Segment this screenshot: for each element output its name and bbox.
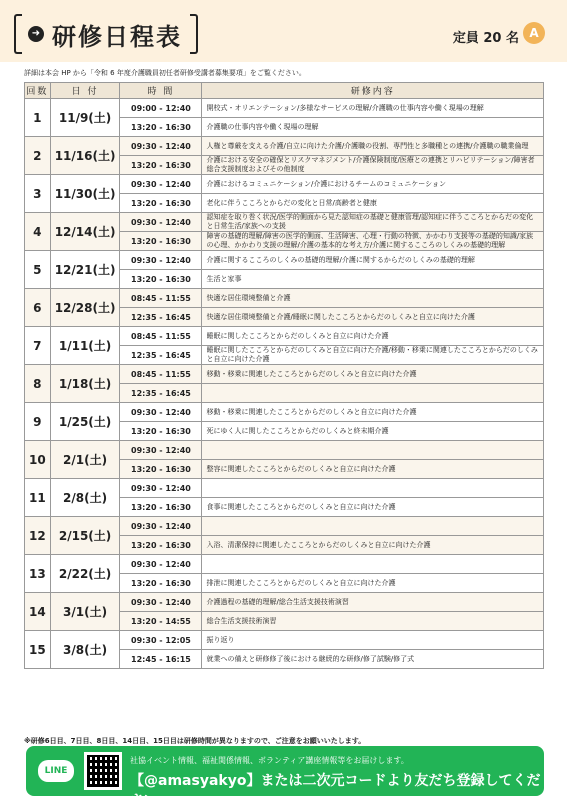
session-content: 介護に関するこころのしくみの基礎的理解/介護に関するからだのしくみの基礎的理解 [202,251,544,270]
session-date: 11/9(土) [50,99,120,137]
session-time: 09:30 - 12:40 [120,441,202,460]
table-row [25,479,544,498]
session-content: 振り返り [202,631,544,650]
session-time: 13:20 - 16:30 [120,232,202,251]
session-time: 09:30 - 12:40 [120,593,202,612]
session-date: 12/21(土) [50,251,120,289]
session-content: 快適な居住環境整備と介護 [202,289,544,308]
footnote: ※研修6日目、7日目、8日目、14日目、15日目は研修時間が異なりますので、ご注意をお願いいたします。 [24,737,366,745]
qr-code-icon [84,752,122,790]
session-time: 09:30 - 12:40 [120,517,202,536]
session-number: 3 [25,175,51,213]
line-icon: LINE [38,760,74,782]
col-header-date: 日 付 [50,83,120,99]
table-row [25,213,544,232]
table-row [25,99,544,118]
session-number: 14 [25,593,51,631]
table-row [25,517,544,536]
session-time: 12:45 - 16:15 [120,650,202,669]
table-row [25,555,544,574]
session-time: 13:20 - 16:30 [120,422,202,441]
session-number: 9 [25,403,51,441]
table-row [25,289,544,308]
session-content: 老化に伴うこころとからだの変化と日常/高齢者と健康 [202,194,544,213]
session-time: 09:00 - 12:40 [120,99,202,118]
session-content: 介護におけるコミュニケーション/介護におけるチームのコミュニケーション [202,175,544,194]
session-content: 食事に関連したこころとからだのしくみと自立に向けた介護 [202,498,544,517]
session-content [202,479,544,498]
session-content: 快適な居住環境整備と介護/睡眠に関したこころとからだのしくみと自立に向けた介護 [202,308,544,327]
col-header-time: 時 間 [120,83,202,99]
session-time: 12:35 - 16:45 [120,346,202,365]
session-content: 介護職の仕事内容や働く現場の理解 [202,118,544,137]
session-content: 入浴、清潔保持に関連したこころとからだのしくみと自立に向けた介護 [202,536,544,555]
table-header-row [25,83,544,99]
session-content: 介護における安全の確保とリスクマネジメント/介護保険制度/医療との連携とリハビリテーション/障害者総合支援制度およびその他制度 [202,156,544,175]
table-row [25,137,544,156]
session-content [202,555,544,574]
session-date: 2/22(土) [50,555,120,593]
session-date: 1/25(土) [50,403,120,441]
session-time: 08:45 - 11:55 [120,289,202,308]
table-body [25,99,544,669]
bracket-left [14,14,22,54]
session-content: 障害の基礎的理解/障害の医学的側面、生活障害、心理・行動の特徴、かかわり支援等の基礎的知識/家族の心理、かかわり支援の理解/介護の基本的な考え方/介護に関するこころのしくみの基礎的理解 [202,232,544,251]
session-time: 08:45 - 11:55 [120,365,202,384]
session-time: 13:20 - 16:30 [120,194,202,213]
table-row [25,365,544,384]
session-content: 認知症を取り巻く状況/医学的側面から見た認知症の基礎と健康管理/認知症に伴うこころとからだの変化と日常生活/家族への支援 [202,213,544,232]
table-row [25,251,544,270]
session-time: 13:20 - 16:30 [120,498,202,517]
session-time: 08:45 - 11:55 [120,327,202,346]
top-note: 詳細は本会 HP から「令和 6 年度介護職員初任者研修受講者募集要項」をご覧ください。 [24,69,306,77]
session-content [202,384,544,403]
session-content: 総合生活支援技術演習 [202,612,544,631]
session-number: 2 [25,137,51,175]
session-date: 12/14(土) [50,213,120,251]
session-date: 3/1(土) [50,593,120,631]
session-time: 09:30 - 12:40 [120,213,202,232]
table-row [25,631,544,650]
capacity-label: 定員 20 名 [452,31,519,46]
session-time: 13:20 - 14:55 [120,612,202,631]
session-time: 13:20 - 16:30 [120,460,202,479]
session-number: 11 [25,479,51,517]
session-date: 12/28(土) [50,289,120,327]
session-number: 7 [25,327,51,365]
schedule-table [24,82,544,669]
session-time: 09:30 - 12:40 [120,403,202,422]
session-content: 死にゆく人に関したこころとからだのしくみと終末期介護 [202,422,544,441]
session-content: 就業への備えと研修修了後における継続的な研修/修了試験/修了式 [202,650,544,669]
session-content: 睡眠に関したこころとからだのしくみと自立に向けた介護 [202,327,544,346]
bracket-right [190,14,198,54]
session-time: 13:20 - 16:30 [120,270,202,289]
session-time: 13:20 - 16:30 [120,574,202,593]
table-row [25,593,544,612]
page-title: 研修日程表 [52,22,182,51]
session-date: 1/18(土) [50,365,120,403]
session-content: 睡眠に関したこころとからだのしくみと自立に向けた介護/移動・移乗に関連したこころとからだのしくみと自立に向けた介護 [202,346,544,365]
session-time: 12:35 - 16:45 [120,384,202,403]
col-header-no: 回数 [25,83,51,99]
table-row [25,327,544,346]
session-date: 2/15(土) [50,517,120,555]
session-number: 8 [25,365,51,403]
session-content: 整容に関連したこころとからだのしくみと自立に向けた介護 [202,460,544,479]
session-number: 4 [25,213,51,251]
session-number: 6 [25,289,51,327]
session-date: 2/8(土) [50,479,120,517]
session-content: 開校式・オリエンテーション/多様なサービスの理解/介護職の仕事内容や働く現場の理解 [202,99,544,118]
session-number: 10 [25,441,51,479]
col-header-content: 研修内容 [202,83,544,99]
line-banner[interactable] [26,746,544,809]
session-content: 介護過程の基礎的理解/総合生活支援技術演習 [202,593,544,612]
session-content: 移動・移乗に関連したこころとからだのしくみと自立に向けた介護 [202,403,544,422]
session-content: 人権と尊厳を支える介護/自立に向けた介護/介護職の役割、専門性と多職種との連携/介護職の職業倫理 [202,137,544,156]
session-time: 09:30 - 12:05 [120,631,202,650]
session-number: 5 [25,251,51,289]
line-banner-cta: 【@amasyakyo】または二次元コードより友だち登録してください。 [130,773,541,809]
session-date: 2/1(土) [50,441,120,479]
session-date: 11/16(土) [50,137,120,175]
session-number: 15 [25,631,51,669]
session-date: 11/30(土) [50,175,120,213]
table-row [25,175,544,194]
session-time: 09:30 - 12:40 [120,479,202,498]
title-block [14,14,198,54]
session-date: 3/8(土) [50,631,120,669]
session-content: 移動・移乗に関連したこころとからだのしくみと自立に向けた介護 [202,365,544,384]
session-content: 生活と家事 [202,270,544,289]
session-number: 13 [25,555,51,593]
session-time: 13:20 - 16:30 [120,156,202,175]
session-time: 09:30 - 12:40 [120,251,202,270]
session-time: 13:20 - 16:30 [120,536,202,555]
arrow-right-icon: ➜ [28,26,44,42]
session-date: 1/11(土) [50,327,120,365]
table-row [25,441,544,460]
session-content: 排泄に関連したこころとからだのしくみと自立に向けた介護 [202,574,544,593]
session-content [202,441,544,460]
session-content [202,517,544,536]
session-time: 09:30 - 12:40 [120,175,202,194]
session-time: 09:30 - 12:40 [120,555,202,574]
session-time: 12:35 - 16:45 [120,308,202,327]
session-time: 13:20 - 16:30 [120,118,202,137]
line-banner-text: 社協イベント情報、福祉関係情報、ボランティア講座情報等をお届けします。 [130,756,409,765]
header [0,0,567,62]
badge-icon: A [523,22,545,44]
table-row [25,403,544,422]
session-number: 1 [25,99,51,137]
session-number: 12 [25,517,51,555]
session-time: 09:30 - 12:40 [120,137,202,156]
